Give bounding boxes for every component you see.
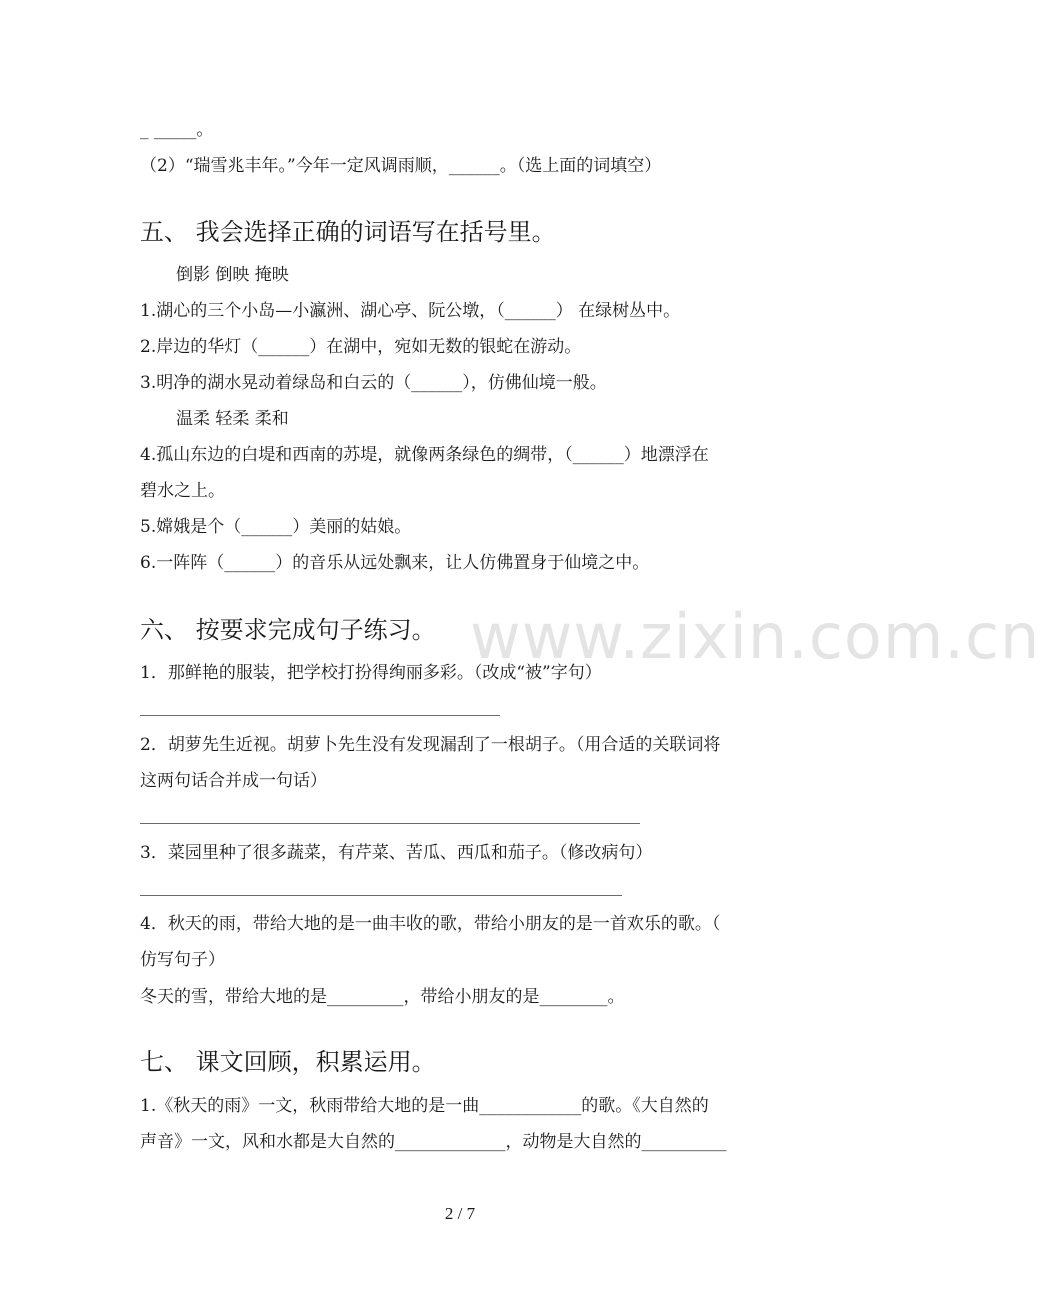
section-6-item-2-line-1: 2．胡萝先生近视。胡萝卜先生没有发现漏刮了一根胡子。（用合适的关联词将 [140, 735, 721, 755]
section-7-item-1-line-2: 声音》一文，风和水都是大自然的_____________，动物是大自然的__________ [140, 1132, 727, 1152]
section-7-item-1-line-1: 1.《秋天的雨》一文，秋雨带给大地的是一曲____________的歌。《大自然的 [140, 1096, 709, 1116]
top-fragment: _ _____。 [140, 120, 214, 140]
page-number: 2 / 7 [444, 1204, 476, 1223]
section-5-item-4-line-1: 4.孤山东边的白堤和西南的苏堤，就像两条绿色的绸带，（______）地漂浮在 [140, 445, 709, 465]
section-6-item-4-line-1: 4．秋天的雨，带给大地的是一曲丰收的歌，带给小朋友的是一首欢乐的歌。（ [140, 914, 721, 934]
word-group-1: 倒影 倒映 掩映 [176, 265, 289, 285]
section-6-item-4-line-3: 冬天的雪，带给大地的是_________，带给小朋友的是________。 [140, 987, 625, 1007]
section-6-item-3: 3．菜园里种了很多蔬菜，有芹菜、苦瓜、西瓜和茄子。（修改病句） [140, 843, 653, 863]
answer-line-2[interactable] [140, 823, 640, 824]
section-5-item-4-line-2: 碧水之上。 [140, 481, 225, 501]
section-5-item-1: 1.湖心的三个小岛—小瀛洲、湖心亭、阮公墩，（______） 在绿树丛中。 [140, 301, 681, 321]
section-5-title: 五、 我会选择正确的词语写在括号里。 [140, 218, 556, 246]
answer-line-1[interactable] [140, 715, 500, 716]
word-group-2: 温柔 轻柔 柔和 [176, 409, 289, 429]
question-2-text: （2）“瑞雪兆丰年。”今年一定风调雨顺，______。（选上面的词填空） [140, 156, 662, 176]
section-6-item-4-line-2: 仿写句子） [140, 950, 225, 970]
answer-line-3[interactable] [140, 895, 622, 896]
section-6-item-2-line-2: 这两句话合并成一句话） [140, 771, 327, 791]
section-6-title: 六、 按要求完成句子练习。 [140, 616, 436, 644]
section-6-item-1: 1．那鲜艳的服装，把学校打扮得绚丽多彩。（改成“被”字句） [140, 663, 602, 683]
section-5-item-3: 3.明净的湖水晃动着绿岛和白云的（______），仿佛仙境一般。 [140, 373, 607, 393]
watermark: www.zixin.com.cn [470, 600, 1040, 673]
section-5-item-2: 2.岸边的华灯（______）在湖中，宛如无数的银蛇在游动。 [140, 337, 582, 357]
section-5-item-6: 6.一阵阵（______）的音乐从远处飘来，让人仿佛置身于仙境之中。 [140, 553, 650, 573]
section-5-item-5: 5.嫦娥是个（______）美丽的姑娘。 [140, 517, 412, 537]
section-7-title: 七、 课文回顾，积累运用。 [140, 1048, 436, 1076]
